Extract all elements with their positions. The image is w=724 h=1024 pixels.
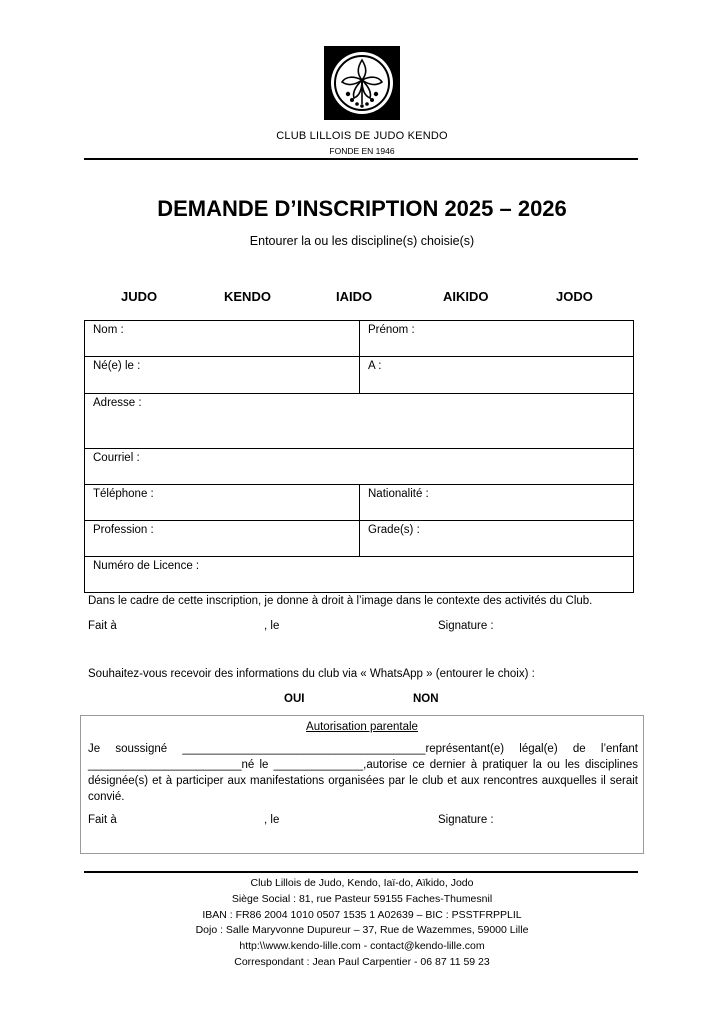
grade-field[interactable] (360, 521, 634, 557)
club-crest-icon (324, 46, 400, 120)
discipline-jodo[interactable]: JODO (556, 289, 593, 304)
image-rights-consent: Dans le cadre de cette inscription, je donne à droit à l’image dans le contexte des activités du Club. (88, 595, 593, 607)
registration-form (84, 320, 634, 593)
email-label: Courriel : (93, 452, 140, 464)
whatsapp-question: Souhaitez-vous recevoir des informations du club via « WhatsApp » (entourer le choix) : (88, 668, 535, 680)
phone-label: Téléphone : (93, 488, 154, 500)
birthplace-label: A : (368, 360, 382, 372)
club-name: CLUB LILLOIS DE JUDO KENDO (276, 130, 448, 142)
prenom-label: Prénom : (368, 324, 415, 336)
email-field[interactable] (85, 449, 634, 485)
whatsapp-oui-option[interactable]: OUI (284, 693, 305, 705)
discipline-aikido[interactable]: AIKIDO (443, 289, 489, 304)
profession-field[interactable] (85, 521, 360, 557)
prenom-field[interactable] (360, 321, 634, 357)
page-title: DEMANDE D’INSCRIPTION 2025 – 2026 (157, 196, 567, 221)
licence-field[interactable] (85, 557, 634, 593)
birthplace-field[interactable] (360, 357, 634, 394)
grade-label: Grade(s) : (368, 524, 420, 536)
nom-label: Nom : (93, 324, 124, 336)
parental-authorization-text: Je soussigné ______________________________________représentant(e) légal(e) de l’enfant ________________________né le ______________,autorise ce dernier à pratiquer la ou les disciplines désignée(s) et à participer aux manifestations organisées par le club et aux rencontres auxquelles il serait convié. (88, 743, 638, 803)
footer (0, 876, 724, 971)
profession-label: Profession : (93, 524, 154, 536)
footer-iban-line: IBAN : FR86 2004 1010 0507 1535 1 A02639 – BIC : PSSTFRPPLIL (202, 908, 522, 921)
parental-place-label: Fait à (88, 814, 117, 826)
parental-date-label: , le (264, 814, 280, 826)
whatsapp-non-option[interactable]: NON (413, 693, 439, 705)
birthdate-label: Né(e) le : (93, 360, 141, 372)
discipline-iaido[interactable]: IAIDO (336, 289, 373, 304)
date-label: , le (264, 620, 280, 632)
nationality-label: Nationalité : (368, 488, 429, 500)
club-logo (324, 46, 400, 120)
footer-address-line: Siège Social : 81, rue Pasteur 59155 Faches-Thumesnil (231, 892, 493, 905)
address-field[interactable] (85, 394, 634, 449)
footer-dojo-line: Dojo : Salle Maryvonne Dupureur – 37, Rue de Wazemmes, 59000 Lille (195, 924, 529, 937)
phone-field[interactable] (85, 485, 360, 521)
licence-label: Numéro de Licence : (93, 560, 200, 572)
discipline-judo[interactable]: JUDO (121, 289, 158, 304)
footer-club-line: Club Lillois de Judo, Kendo, Iaï-do, Aïkido, Jodo (250, 877, 474, 889)
club-founded: FONDE EN 1946 (329, 146, 395, 156)
parental-signature-label: Signature : (438, 814, 494, 826)
parental-authorization-title: Autorisation parentale (306, 721, 418, 733)
nom-field[interactable] (85, 321, 360, 357)
page-subtitle: Entourer la ou les discipline(s) choisie(s) (249, 234, 475, 248)
footer-divider (84, 871, 638, 873)
birthdate-field[interactable] (85, 357, 360, 394)
header-divider (84, 158, 638, 160)
address-label: Adresse : (93, 397, 142, 409)
place-label: Fait à (88, 620, 117, 632)
discipline-kendo[interactable]: KENDO (224, 289, 271, 304)
signature-label: Signature : (438, 620, 494, 632)
footer-contact-line: http:\\www.kendo-lille.com - contact@kendo-lille.com (239, 940, 485, 953)
nationality-field[interactable] (360, 485, 634, 521)
footer-correspondent-line: Correspondant : Jean Paul Carpentier - 06 87 11 59 23 (234, 955, 490, 968)
